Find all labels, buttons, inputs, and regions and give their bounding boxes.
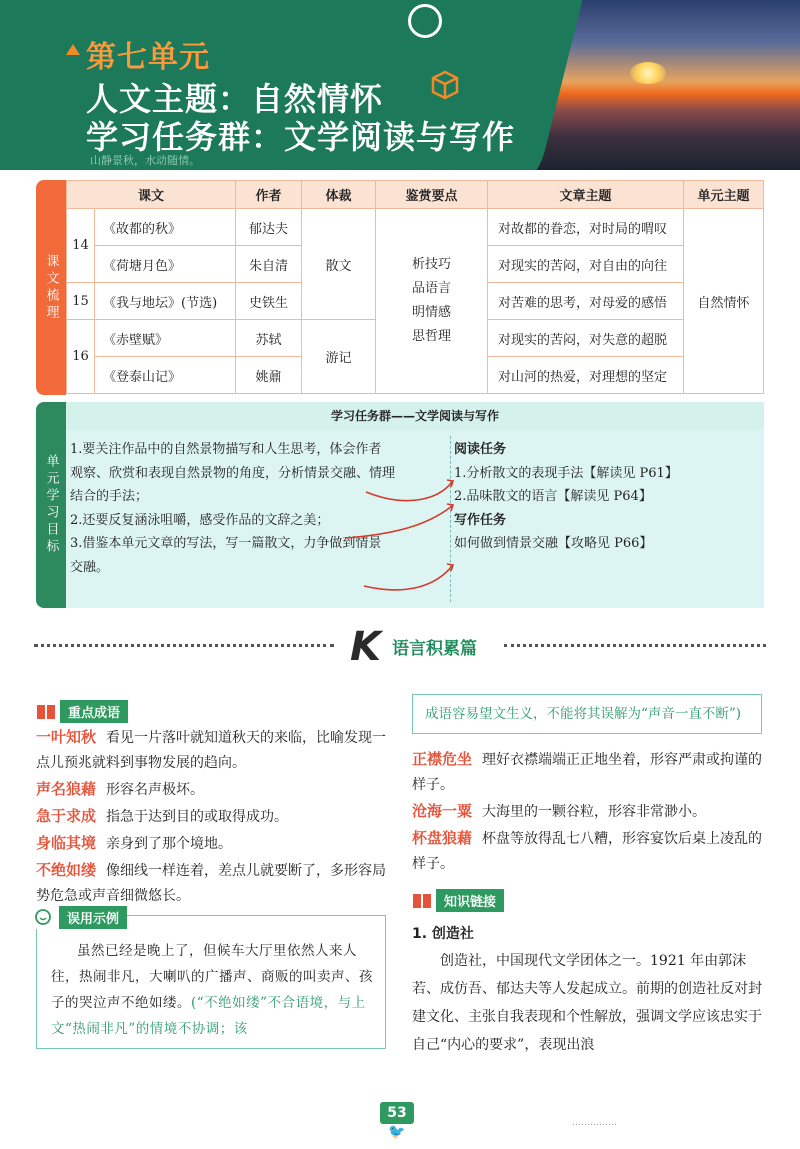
header-banner <box>0 0 800 170</box>
goal-line: 交融。 <box>70 559 110 575</box>
lesson-author: 姚鼐 <box>236 357 302 394</box>
idiom-term: 身临其境 <box>36 833 97 852</box>
point-item: 思哲理 <box>411 329 451 344</box>
lesson-title: 《荷塘月色》 <box>95 246 236 283</box>
reading-task-link[interactable]: 1.分析散文的表现手法【解读见 P61】 <box>454 465 678 481</box>
idiom-term: 不绝如缕 <box>36 860 97 879</box>
misuse-note-continued: 成语容易望文生义，不能将其误解为“声音一直不断”) <box>412 694 762 734</box>
section-divider <box>34 620 766 670</box>
misuse-example-box <box>36 911 386 1049</box>
lesson-genre-travel: 游记 <box>302 320 376 394</box>
book-icon <box>36 704 56 720</box>
idiom-term: 正襟危坐 <box>412 750 473 768</box>
unit-goals <box>36 402 764 608</box>
table-header-row <box>67 181 764 209</box>
lesson-table <box>66 180 764 394</box>
point-item: 明情感 <box>411 305 451 320</box>
reading-task-title: 阅读任务 <box>454 442 507 457</box>
speech-icon <box>35 909 55 925</box>
col-header-author: 作者 <box>236 181 302 209</box>
goals-body <box>66 430 764 608</box>
reading-task-link[interactable]: 2.品味散文的语言【解读见 P64】 <box>454 489 652 504</box>
misuse-sentence: 虽然已经是晚上了，但候车大厅里依然人来人往，热闹非凡，大喇叭的广播声、商贩的叫卖声、孩子的哭泣声不绝如缕。 <box>51 942 373 1011</box>
bird-icon: 🐦 <box>388 1124 406 1140</box>
page-number: 53 <box>380 1102 414 1124</box>
idiom-def: 形容名声极坏。 <box>106 781 205 798</box>
idiom-entry <box>36 778 388 803</box>
dotted-rule <box>34 644 334 647</box>
point-item: 品语言 <box>411 281 451 296</box>
misuse-tag <box>35 906 127 929</box>
lesson-author: 郁达夫 <box>236 209 302 246</box>
lesson-side-tab: 课文梳理 <box>36 180 66 395</box>
lesson-author: 史铁生 <box>236 283 302 320</box>
circle-decoration-icon <box>408 4 442 38</box>
goals-heading: 学习任务群——文学阅读与写作 <box>66 402 764 430</box>
lesson-title: 《登泰山记》 <box>95 357 236 394</box>
lesson-title: 《我与地坛》(节选) <box>95 283 236 320</box>
misuse-text <box>51 938 375 1042</box>
idiom-def: 像细线一样连着，差点儿就要断了，多形容局势危急或声音细微悠长。 <box>36 862 387 904</box>
idiom-term: 沧海一粟 <box>412 802 473 820</box>
idiom-entry <box>36 726 388 776</box>
goal-line: 3.借鉴本单元文章的写法，写一篇散文，力争做到情景 <box>70 536 382 551</box>
lesson-title: 《赤壁赋》 <box>95 320 236 357</box>
lesson-theme: 对现实的苦闷，对自由的向往 <box>488 246 684 283</box>
lesson-number: 16 <box>67 320 95 394</box>
goal-line: 1.要关注作品中的自然景物描写和人生思考，体会作者 <box>70 442 382 457</box>
lesson-number: 15 <box>67 283 95 320</box>
lesson-title: 《故都的秋》 <box>95 209 236 246</box>
section-title: 语言积累篇 <box>392 639 477 659</box>
appreciation-points <box>376 209 488 394</box>
goal-line: 结合的手法； <box>70 489 149 504</box>
unit-theme: 自然情怀 <box>684 209 764 394</box>
idiom-term: 杯盘狼藉 <box>412 829 473 847</box>
knowledge-text: 创造社，中国现代文学团体之一。1921 年由郭沫若、成仿吾、郁达夫等人发起成立。前期的创造社反对封建文化、主张自我表现和个性解放，强调文学应该忠实于自己“内心的要求”，表现出浪 <box>412 952 762 1053</box>
unit-title: 第七单元 <box>86 40 210 75</box>
idiom-def: 看见一片落叶就知道秋天的来临，比喻发现一点儿预兆就料到事物发展的趋向。 <box>36 729 387 771</box>
idioms-tag-label: 重点成语 <box>60 700 128 723</box>
idiom-def: 亲身到了那个境地。 <box>106 835 233 852</box>
section-letter: K <box>350 624 381 670</box>
book-icon <box>412 893 432 909</box>
idiom-entry <box>36 832 388 857</box>
banner-motto: 山静景秋，水动随情。 <box>90 154 200 167</box>
lesson-genre-prose: 散文 <box>302 209 376 320</box>
idiom-entry <box>412 827 768 877</box>
point-item: 析技巧 <box>411 257 451 272</box>
col-header-unit-theme: 单元主题 <box>684 181 764 209</box>
left-column <box>36 700 388 1049</box>
writing-task-link[interactable]: 如何做到情景交融【攻略见 P66】 <box>454 536 653 551</box>
lesson-number: 14 <box>67 209 95 283</box>
knowledge-title: 1. 创造社 <box>412 925 474 942</box>
right-column <box>412 694 768 1059</box>
lesson-author: 苏轼 <box>236 320 302 357</box>
col-header-theme: 文章主题 <box>488 181 684 209</box>
idiom-def: 大海里的一颗谷粒，形容非常渺小。 <box>482 804 707 820</box>
sun-glow <box>630 62 666 84</box>
idiom-entry <box>412 748 768 798</box>
col-header-text: 课文 <box>67 181 236 209</box>
col-header-points: 鉴赏要点 <box>376 181 488 209</box>
triangle-decoration-icon <box>66 44 80 55</box>
goals-tasks <box>454 438 754 556</box>
lesson-author: 朱自清 <box>236 246 302 283</box>
idiom-entry <box>36 859 388 909</box>
misuse-tag-label: 误用示例 <box>59 906 127 929</box>
dotted-rule <box>504 644 766 647</box>
humanity-theme: 人文主题：自然情怀 <box>86 80 384 118</box>
knowledge-tag-label: 知识链接 <box>436 889 504 912</box>
lesson-theme: 对故都的眷恋，对时局的喟叹 <box>488 209 684 246</box>
goals-side-tab: 单元学习目标 <box>36 402 66 608</box>
footer-scribble: …………… <box>572 1118 617 1128</box>
misuse-note: (“不绝如缕”不合语境，与上文“热闹非凡”的情境不协调；该 <box>51 994 366 1037</box>
knowledge-tag <box>412 889 504 912</box>
table-row <box>67 209 764 246</box>
idiom-term: 一叶知秋 <box>36 727 97 746</box>
idioms-tag <box>36 700 128 723</box>
idiom-term: 急于求成 <box>36 806 97 825</box>
lesson-theme: 对苦难的思考，对母爱的感悟 <box>488 283 684 320</box>
idiom-entry <box>36 805 388 830</box>
lesson-theme: 对现实的苦闷，对失意的超脱 <box>488 320 684 357</box>
idiom-def: 指急于达到目的或取得成功。 <box>106 808 289 825</box>
goal-line: 观察、欣赏和表现自然景物的角度，分析情景交融、情理 <box>70 465 396 481</box>
cube-icon <box>430 70 460 100</box>
idiom-list-right <box>412 748 768 877</box>
lesson-overview <box>36 180 764 395</box>
lesson-theme: 对山河的热爱，对理想的坚定 <box>488 357 684 394</box>
idiom-def: 理好衣襟端端正正地坐着，形容严肃或拘谨的样子。 <box>412 752 763 793</box>
writing-task-title: 写作任务 <box>454 512 507 528</box>
goal-line: 2.还要反复涵泳咀嚼，感受作品的文辞之美； <box>70 512 330 528</box>
idiom-def: 杯盘等放得乱七八糟，形容宴饮后桌上凌乱的样子。 <box>412 831 763 872</box>
idiom-entry <box>412 800 768 825</box>
task-group: 学习任务群：文学阅读与写作 <box>86 118 516 156</box>
col-header-genre: 体裁 <box>302 181 376 209</box>
idiom-term: 声名狼藉 <box>36 779 97 798</box>
